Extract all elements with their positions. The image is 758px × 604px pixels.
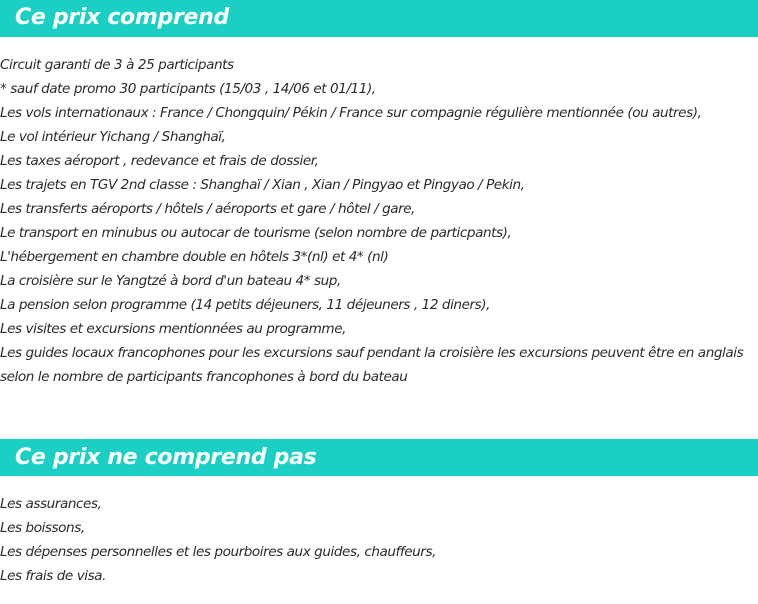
list-item: La pension selon programme (14 petits déjeuners, 11 déjeuners , 12 diners), (0, 297, 490, 313)
list-item: Les guides locaux francophones pour les excursions sauf pendant la croisière les excursions peuvent être en anglais selon le nombre de participants francophones à bord du bateau (0, 345, 744, 385)
excludes-list (0, 492, 758, 588)
list-item: Les boissons, (0, 520, 85, 536)
list-item: Les vols internationaux : France / Chongquin/ Pékin / France sur compagnie régulière mentionnée (ou autres), (0, 105, 702, 121)
list-item: Circuit garanti de 3 à 25 participants (0, 57, 234, 73)
list-item: L'hébergement en chambre double en hôtels 3*(nl) et 4* (nl) (0, 249, 389, 265)
list-item: Les visites et excursions mentionnées au programme, (0, 321, 346, 337)
list-item: Le transport en minubus ou autocar de tourisme (selon nombre de particpants), (0, 225, 512, 241)
list-item: Les taxes aéroport , redevance et frais de dossier, (0, 153, 319, 169)
includes-list (0, 53, 758, 389)
list-item: Les trajets en TGV 2nd classe : Shanghaï / Xian , Xian / Pingyao et Pingyao / Pekin, (0, 177, 525, 193)
includes-section-title: Ce prix comprend (0, 0, 758, 37)
list-item: Le vol intérieur Yichang / Shanghaï, (0, 129, 226, 145)
list-item: Les transferts aéroports / hôtels / aéroports et gare / hôtel / gare, (0, 201, 416, 217)
excludes-section-title: Ce prix ne comprend pas (0, 439, 758, 476)
list-item: Les assurances, (0, 496, 102, 512)
list-item: Les dépenses personnelles et les pourboires aux guides, chauffeurs, (0, 544, 436, 560)
list-item: * sauf date promo 30 participants (15/03 , 14/06 et 01/11), (0, 81, 376, 97)
list-item: La croisière sur le Yangtzé à bord d'un bateau 4* sup, (0, 273, 341, 289)
list-item: Les frais de visa. (0, 568, 106, 584)
